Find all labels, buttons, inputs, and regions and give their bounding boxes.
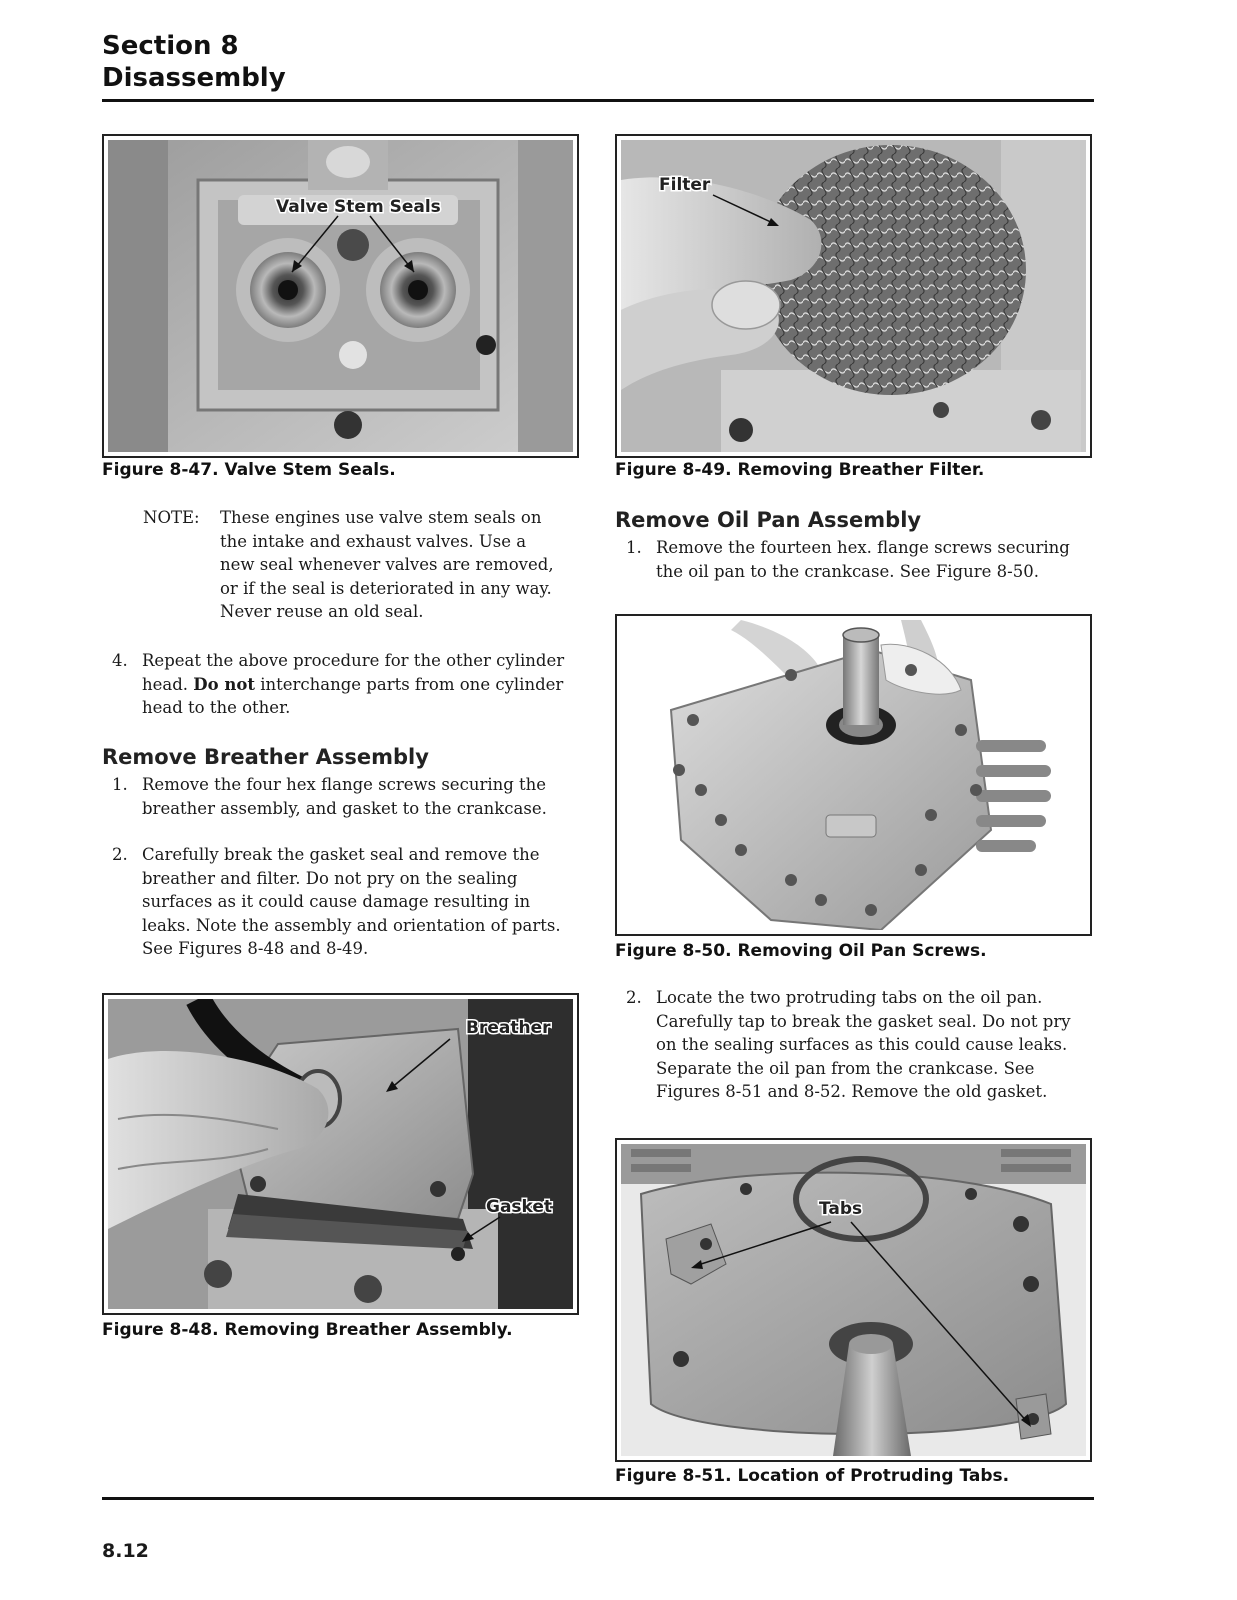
step-4-repeat: 4. Repeat the above procedure for the other cylinder head. Do not interchange parts from one cylinder head to the other.	[112, 651, 565, 717]
section-title: Disassembly	[102, 63, 286, 93]
heading-remove-breather-assembly: Remove Breather Assembly	[102, 745, 429, 769]
figure-caption: Figure 8-51. Location of Protruding Tabs.	[615, 1466, 1010, 1486]
figure-protruding-tabs-photo	[615, 1138, 1092, 1462]
figure-caption: Figure 8-47. Valve Stem Seals.	[102, 460, 396, 480]
figure-breather-assembly-photo	[102, 993, 579, 1315]
figure-caption: Figure 8-50. Removing Oil Pan Screws.	[615, 941, 987, 961]
figure-caption: Figure 8-48. Removing Breather Assembly.	[102, 1320, 513, 1340]
callout-tabs: Tabs	[819, 1199, 863, 1219]
note-text: These engines use valve stem seals on the intake and exhaust valves. Use a new seal whenever valves are removed, or if the seal is deteriorated in any way. Never reuse an old seal.	[220, 508, 554, 621]
callout-breather: Breather	[466, 1018, 551, 1038]
breather-step-1: 1. Remove the four hex flange screws securing the breather assembly, and gasket to the crankcase.	[112, 775, 547, 818]
figure-valve-stem-seals-photo	[102, 134, 579, 458]
oil-pan-step-1: 1. Remove the fourteen hex. flange screws securing the oil pan to the crankcase. See Figure 8-50.	[626, 538, 1070, 581]
section-header	[102, 30, 1092, 94]
callout-filter: Filter	[659, 175, 711, 195]
heading-remove-oil-pan-assembly: Remove Oil Pan Assembly	[615, 508, 922, 532]
figure-oil-pan-screws-photo	[615, 614, 1092, 936]
breather-step-2: 2. Carefully break the gasket seal and remove the breather and filter. Do not pry on the sealing surfaces as it could cause damage resulting in leaks. Note the assembly and orientation of parts. See Figures 8-48 and 8-49.	[112, 845, 561, 958]
footer-rule	[102, 1497, 1094, 1500]
header-rule	[102, 99, 1094, 102]
figure-breather-filter-photo	[615, 134, 1092, 458]
note-valve-stem-seals	[143, 506, 583, 626]
figure-caption: Figure 8-49. Removing Breather Filter.	[615, 460, 985, 480]
callout-gasket: Gasket	[486, 1197, 553, 1217]
note-label: NOTE:	[143, 508, 200, 527]
bold-do-not: Do not	[193, 674, 255, 694]
callout-valve-stem-seals: Valve Stem Seals	[276, 197, 441, 217]
oil-pan-step-2: 2. Locate the two protruding tabs on the oil pan. Carefully tap to break the gasket seal. Do not pry on the sealing surfaces as this could cause leaks. Separate the oil pan from the crankcase. See Figures 8-51 and 8-52. Remove the old gasket.	[626, 988, 1071, 1101]
page-number: 8.12	[102, 1540, 149, 1562]
section-number: Section 8	[102, 31, 239, 61]
